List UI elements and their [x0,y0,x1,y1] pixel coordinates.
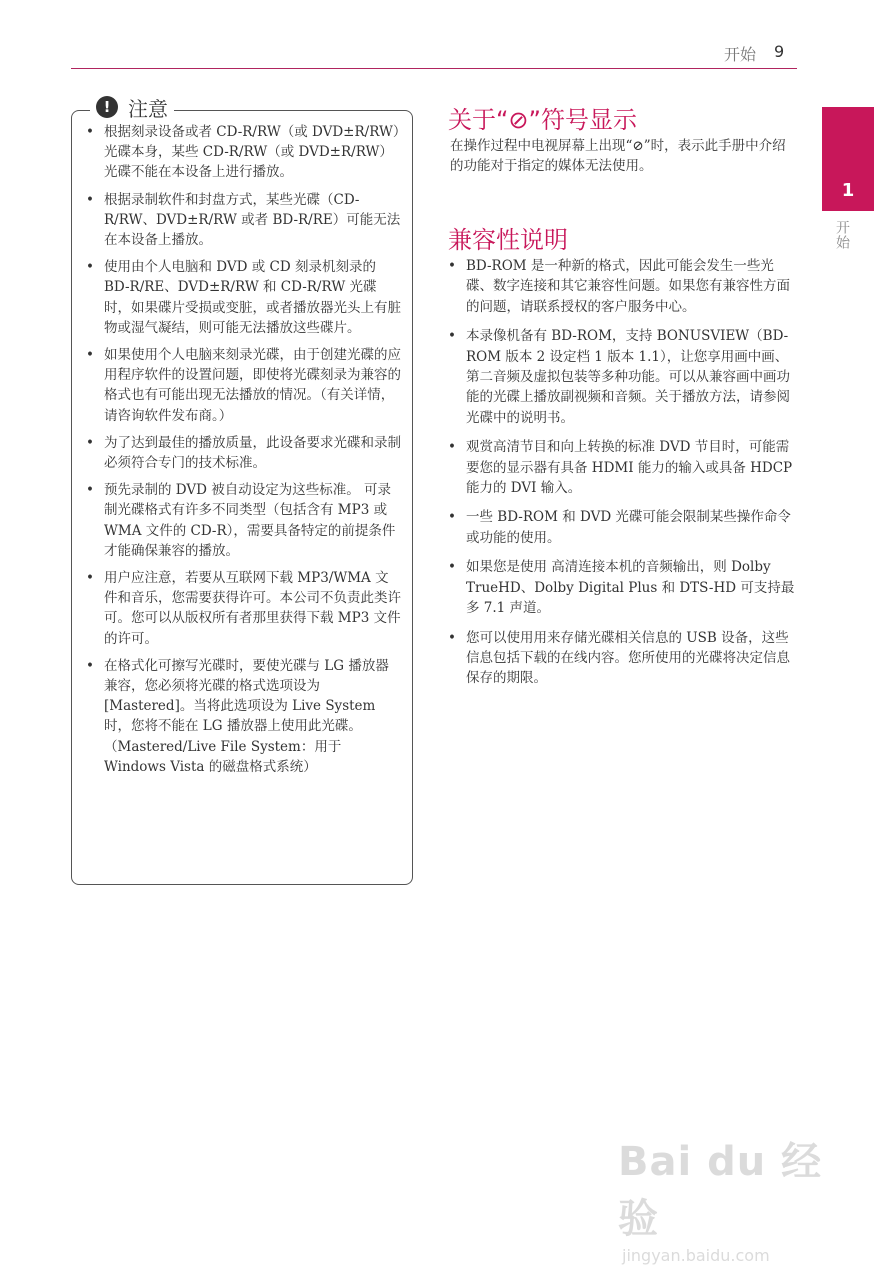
compat-list [448,256,798,698]
note-header [90,94,174,120]
note-item: • 预先录制的 DVD 被自动设定为这些标准。 可录制光碟格式有许多不同类型（包括含有 MP3 或 WMA 文件的 CD-R），需要具备特定的前提条件才能确保兼容的播放。 [84,480,402,561]
compat-item: • 一些 BD-ROM 和 DVD 光碟可能会限制某些操作命令或功能的使用。 [448,507,798,548]
note-item: • 根据刻录设备或者 CD-R/RW（或 DVD±R/RW）光碟本身，某些 CD-R/RW（或 DVD±R/RW）光碟不能在本设备上进行播放。 [84,122,402,183]
compat-item: • 您可以使用用来存储光碟相关信息的 USB 设备，这些信息包括下载的在线内容。您所使用的光碟将决定信息保存的期限。 [448,628,798,689]
compat-item: • 本录像机备有 BD-ROM，支持 BONUSVIEW（BD-ROM 版本 2 设定档 1 版本 1.1），让您享用画中画、第二音频及虚拟包装等多种功能。可以从兼容画中画功能的光碟上播放副视频和音频。关于播放方法，请参阅光碟中的说明书。 [448,326,798,428]
header-divider [71,68,797,69]
note-title: 注意 [128,96,168,121]
compat-item: • BD-ROM 是一种新的格式，因此可能会发生一些光碟、数字连接和其它兼容性问题。如果您有兼容性方面的问题，请联系授权的客户服务中心。 [448,256,798,317]
compat-section-title: 兼容性说明 [448,226,568,254]
chapter-tab-number: 1 [841,180,855,201]
note-item: • 用户应注意，若要从互联网下载 MP3/WMA 文件和音乐，您需要获得许可。本公司不负责此类许可。您可以从版权所有者那里获得下载 MP3 文件的许可。 [84,568,402,649]
note-item: • 为了达到最佳的播放质量，此设备要求光碟和录制必须符合专门的技术标准。 [84,433,402,473]
symbol-section-text: 在操作过程中电视屏幕上出现“⊘”时，表示此手册中介绍的功能对于指定的媒体无法使用。 [450,138,786,175]
baidu-watermark [618,1130,858,1265]
page-header-title: 开始 [723,45,756,64]
note-list [84,122,402,784]
exclamation-icon: ! [96,96,118,118]
note-item: • 使用由个人电脑和 DVD 或 CD 刻录机刻录的 BD-R/RE、DVD±R/RW 和 CD-R/RW 光碟时，如果碟片受损或变脏，或者播放器光头上有脏物或湿气凝结，则可能无法播放这些碟片。 [84,257,402,338]
page-number: 9 [774,42,785,61]
note-item: • 根据录制软件和封盘方式，某些光碟（CD-R/RW、DVD±R/RW 或者 BD-R/RE）可能无法在本设备上播放。 [84,190,402,251]
watermark-brand: Bai du 经验 [618,1139,823,1242]
compat-item: • 观赏高清节目和向上转换的标准 DVD 节目时，可能需要您的显示器有具备 HDMI 能力的输入或具备 HDCP 能力的 DVI 输入。 [448,437,798,498]
note-item: • 在格式化可擦写光碟时，要使光碟与 LG 播放器兼容，您必须将光碟的格式选项设为 [Mastered]。当将此选项设为 Live System 时，您将不能在 LG 播放器上使用此光碟。（Mastered/Live File System：用于 Windows Vista 的磁盘格式系统） [84,656,402,777]
compat-item: • 如果您是使用 高清连接本机的音频输出，则 Dolby TrueHD、Dolby Digital Plus 和 DTS-HD 可支持最多 7.1 声道。 [448,557,798,618]
note-item: • 如果使用个人电脑来刻录光碟，由于创建光碟的应用程序软件的设置问题，即使将光碟刻录为兼容的格式也有可能出现无法播放的情况。（有关详情，请咨询软件发布商。） [84,345,402,426]
watermark-url: jingyan.baidu.com [622,1246,770,1265]
symbol-section-title: 关于“⊘”符号显示 [448,106,637,134]
chapter-tab-label: 开始 [834,220,850,250]
